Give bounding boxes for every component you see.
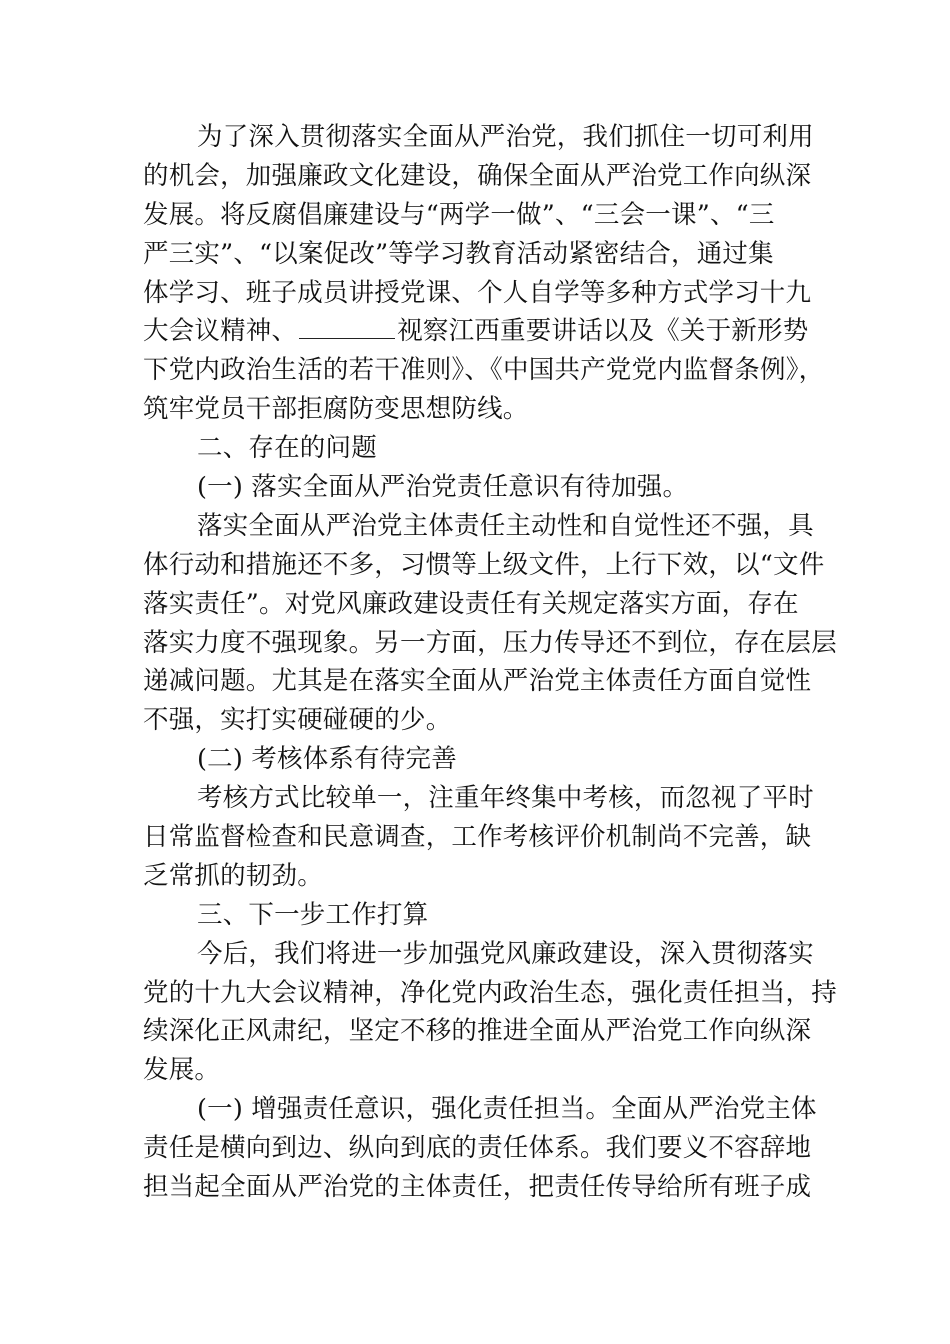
subsection-heading: (一) 增强责任意识，强化责任担当。全面从严治党主体 — [197, 1094, 817, 1125]
paragraph-line: 落实责任”。对党风廉政建设责任有关规定落实方面，存在 — [143, 588, 799, 619]
paragraph-line: 严三实”、“以案促改”等学习教育活动紧密结合，通过集 — [143, 238, 774, 269]
fill-in-blank — [299, 312, 395, 339]
paragraph-line: 续深化正风肃纪，坚定不移的推进全面从严治党工作向纵深 — [143, 1016, 812, 1047]
paragraph-line: 落实全面从严治党主体责任主动性和自觉性还不强，具 — [197, 510, 814, 541]
section-heading: 二、存在的问题 — [197, 433, 377, 464]
paragraph-line: 为了深入贯彻落实全面从严治党，我们抓住一切可利用 — [197, 122, 814, 152]
paragraph-line: 发展。将反腐倡廉建设与“两学一做”、“三会一课”、“三 — [143, 199, 775, 230]
paragraph-line-with-blank — [143, 312, 807, 351]
paragraph-line: 责任是横向到边、纵向到底的责任体系。我们要义不容辞地 — [143, 1133, 812, 1164]
paragraph-line: 递减问题。尤其是在落实全面从严治党主体责任方面自觉性 — [143, 666, 812, 697]
paragraph-line: 体学习、班子成员讲授党课、个人自学等多种方式学习十九 — [143, 277, 812, 308]
paragraph-line: 党的十九大会议精神，净化党内政治生态，强化责任担当，持 — [143, 977, 837, 1008]
paragraph-line: 日常监督检查和民意调查，工作考核评价机制尚不完善，缺 — [143, 822, 812, 853]
paragraph-line: 发展。 — [143, 1055, 221, 1086]
text-segment: 视察江西重要讲话以及《关于新形势 — [397, 316, 809, 347]
document-body — [143, 118, 837, 1207]
paragraph-line: 考核方式比较单一，注重年终集中考核，而忽视了平时 — [197, 783, 814, 814]
paragraph-line: 乏常抓的韧劲。 — [143, 860, 323, 891]
section-heading: 三、下一步工作打算 — [197, 899, 429, 930]
paragraph-line: 不强，实打实硬碰硬的少。 — [143, 705, 452, 736]
paragraph-line: 落实力度不强现象。另一方面，压力传导还不到位，存在层层 — [143, 627, 837, 658]
paragraph-line: 筑牢党员干部拒腐防变思想防线。 — [143, 394, 529, 425]
subsection-heading: (二) 考核体系有待完善 — [197, 744, 457, 775]
paragraph-line: 下党内政治生活的若干准则》、《中国共产党党内监督条例》， — [143, 355, 825, 386]
paragraph-line: 的机会，加强廉政文化建设，确保全面从严治党工作向纵深 — [143, 160, 812, 191]
paragraph-line: 体行动和措施还不多，习惯等上级文件，上行下效，以“文件 — [143, 549, 825, 580]
text-segment: 大会议精神、 — [143, 316, 298, 347]
subsection-heading: (一) 落实全面从严治党责任意识有待加强。 — [197, 472, 689, 503]
paragraph-line: 今后，我们将进一步加强党风廉政建设，深入贯彻落实 — [197, 938, 814, 969]
paragraph-line: 担当起全面从严治党的主体责任，把责任传导给所有班子成 — [143, 1172, 812, 1203]
